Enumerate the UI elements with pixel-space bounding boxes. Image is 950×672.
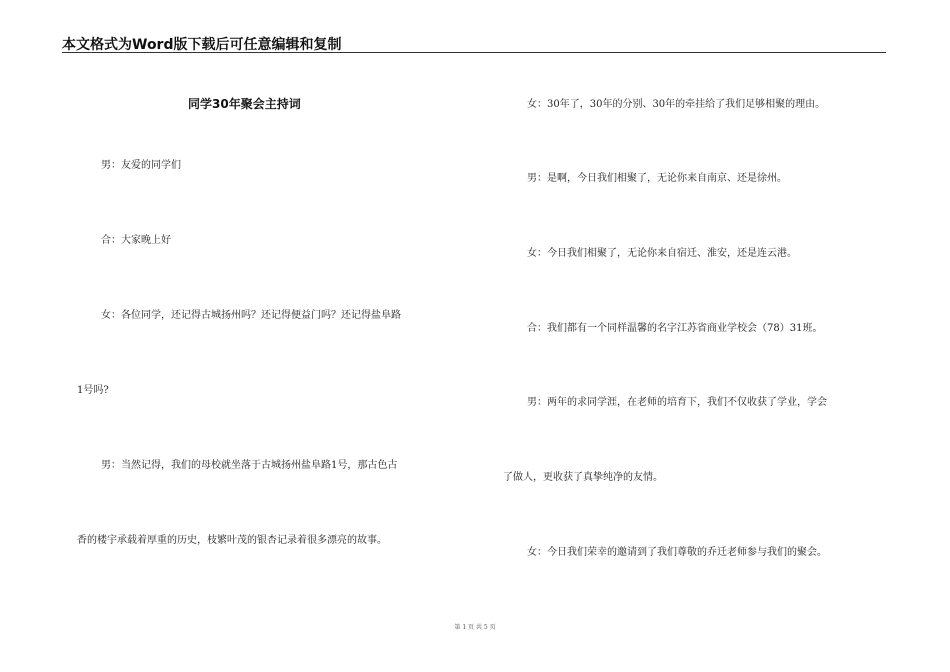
- script-line: 男：两年的求同学涯，在老师的培育下，我们不仅收获了学业，学会: [527, 397, 827, 408]
- script-line: 男：友爱的同学们: [101, 160, 181, 171]
- script-line: 男：当然记得，我们的母校就坐落于古城扬州盐阜路1号，那古色古: [101, 460, 398, 471]
- script-line: 了做人，更收获了真挚纯净的友情。: [503, 472, 663, 483]
- script-line: 合：大家晚上好: [101, 235, 171, 246]
- script-line: 女：各位同学，还记得古城扬州吗？还记得便益门吗？还记得盐阜路: [101, 310, 401, 321]
- document-title: 同学30年聚会主持词: [188, 97, 301, 111]
- script-line: 女：今日我们荣幸的邀请到了我们尊敬的乔迁老师参与我们的聚会。: [527, 547, 827, 558]
- script-line: 香的楼宇承载着厚重的历史，枝繁叶茂的银杏记录着很多漂亮的故事。: [77, 535, 387, 546]
- script-line: 女：今日我们相聚了，无论你来自宿迁、淮安，还是连云港。: [527, 248, 797, 259]
- header-divider: [62, 52, 886, 53]
- page-number: 第 1 页 共 5 页: [454, 624, 496, 631]
- header-title: 本文格式为Word版下载后可任意编辑和复制: [62, 37, 342, 53]
- script-line: 女：30年了，30年的分别、30年的牵挂给了我们足够相聚的理由。: [527, 99, 826, 110]
- script-line: 1号吗?: [77, 385, 109, 396]
- script-line: 男：是啊，今日我们相聚了，无论你来自南京、还是徐州。: [527, 173, 787, 184]
- script-line: 合：我们都有一个同样温馨的名字江苏省商业学校会（78）31班。: [527, 323, 823, 334]
